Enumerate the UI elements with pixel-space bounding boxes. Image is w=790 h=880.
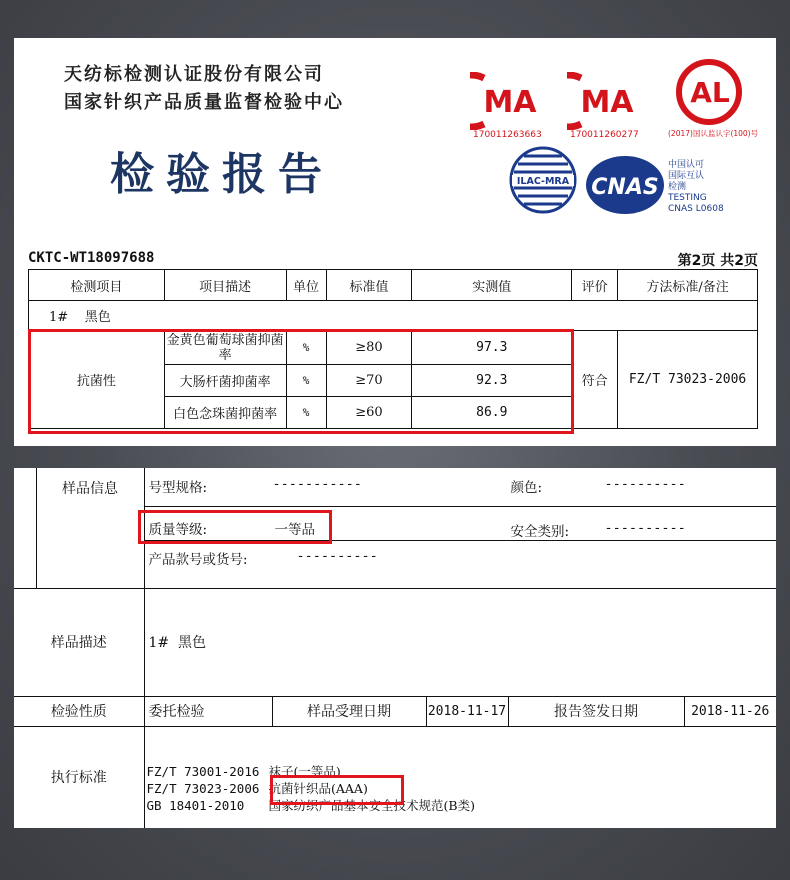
unit: %: [286, 365, 326, 397]
inspection-value: 委托检验: [144, 696, 272, 726]
item-desc: 白色念珠菌抑菌率: [164, 397, 286, 429]
report-page-bottom: [14, 468, 776, 828]
inspection-row: [14, 696, 776, 726]
col-header: 检测项目: [29, 270, 165, 301]
report-title: 检验报告: [110, 149, 334, 200]
cma-mark-icon: [470, 72, 544, 130]
report-page-top: [14, 38, 776, 446]
measured-value: 97.3: [412, 331, 572, 365]
col-header: 方法标准/备注: [618, 270, 758, 301]
cma-caption: 170011263663: [473, 130, 542, 140]
issue-date-label: 报告签发日期: [508, 696, 684, 726]
sample-info-table: [14, 468, 776, 828]
measured-value: 92.3: [412, 365, 572, 397]
color-value: ----------: [604, 476, 686, 492]
code-label: 产品款号或货号:: [148, 552, 248, 568]
col-header: 项目描述: [164, 270, 286, 301]
cnas-line: CNAS L0608: [668, 204, 724, 214]
highlight-grade: [138, 510, 332, 544]
standard-line: FZ/T 73001-2016 袜子(一等品): [146, 763, 341, 779]
cal-mark-icon: [674, 58, 744, 126]
cnas-description: [668, 160, 778, 215]
standard-value: ≥80: [326, 331, 412, 365]
evaluation: 符合: [572, 331, 618, 429]
color-label: 颜色:: [510, 480, 543, 496]
ilac-mra-icon: [508, 142, 578, 218]
safety-value: ----------: [604, 520, 686, 536]
grade-value: 一等品: [274, 522, 315, 538]
model-label: 号型规格:: [148, 480, 208, 496]
issue-date: 2018-11-26: [684, 696, 776, 726]
org-center-name: 国家针织产品质量监督检验中心: [64, 92, 344, 113]
sample-label: 1# 黑色: [29, 301, 758, 331]
sample-info-label: 样品信息: [36, 468, 144, 588]
standard-line: FZ/T 73023-2006 抗菌针织品(AAA): [146, 780, 368, 796]
sample-row: [29, 301, 758, 331]
method-standard: FZ/T 73023-2006: [618, 331, 758, 429]
code-value: ----------: [296, 548, 378, 564]
item-desc: 大肠杆菌抑菌率: [164, 365, 286, 397]
col-header: 评价: [572, 270, 618, 301]
receive-date-label: 样品受理日期: [272, 696, 426, 726]
col-header: 标准值: [326, 270, 412, 301]
safety-label: 安全类别:: [510, 524, 570, 540]
highlight-standard: [270, 775, 404, 805]
cnas-text: CNAS: [591, 175, 659, 200]
cnas-line: TESTING: [668, 193, 707, 203]
standard-line: GB 18401-2010 国家纺织产品基本安全技术规范(B类): [146, 797, 475, 813]
cnas-line: 中国认可: [668, 160, 705, 170]
cma-caption: 170011260277: [570, 130, 639, 140]
item-desc: 金黄色葡萄球菌抑菌率: [164, 331, 286, 365]
standard-value: ≥70: [326, 365, 412, 397]
standard-value: ≥60: [326, 397, 412, 429]
cma-mark-text: MA: [483, 85, 537, 120]
cal-caption: (2017)国认监认字(100)号: [668, 129, 759, 138]
test-item: 抗菌性: [29, 331, 165, 429]
col-header: 单位: [286, 270, 326, 301]
cal-mark-text: AL: [690, 76, 730, 109]
grade-label: 质量等级:: [148, 522, 208, 538]
col-header: 实测值: [412, 270, 572, 301]
cma-mark-text: MA: [580, 85, 634, 120]
ilac-mra-text: ILAC-MRA: [516, 176, 570, 187]
model-value: -----------: [272, 476, 362, 492]
standards-label: 执行标准: [14, 726, 144, 828]
cnas-line: 国际互认: [668, 171, 705, 181]
results-header-row: [29, 270, 758, 301]
sample-desc-value: 1# 黑色: [144, 588, 776, 696]
cnas-icon: [584, 154, 666, 216]
page-info: 第2页 共2页: [677, 253, 758, 269]
receive-date: 2018-11-17: [426, 696, 508, 726]
cnas-line: 检测: [668, 182, 687, 192]
highlight-antibacterial: [28, 329, 574, 434]
cma-mark-icon: [567, 72, 641, 130]
unit: %: [286, 397, 326, 429]
unit: %: [286, 331, 326, 365]
measured-value: 86.9: [412, 397, 572, 429]
standards-cell: [144, 726, 776, 828]
inspection-label: 检验性质: [14, 696, 144, 726]
sample-desc-row: [14, 588, 776, 696]
sample-desc-label: 样品描述: [14, 588, 144, 696]
report-number: CKTC-WT18097688: [28, 250, 155, 266]
org-name: 天纺标检测认证股份有限公司: [64, 64, 324, 85]
